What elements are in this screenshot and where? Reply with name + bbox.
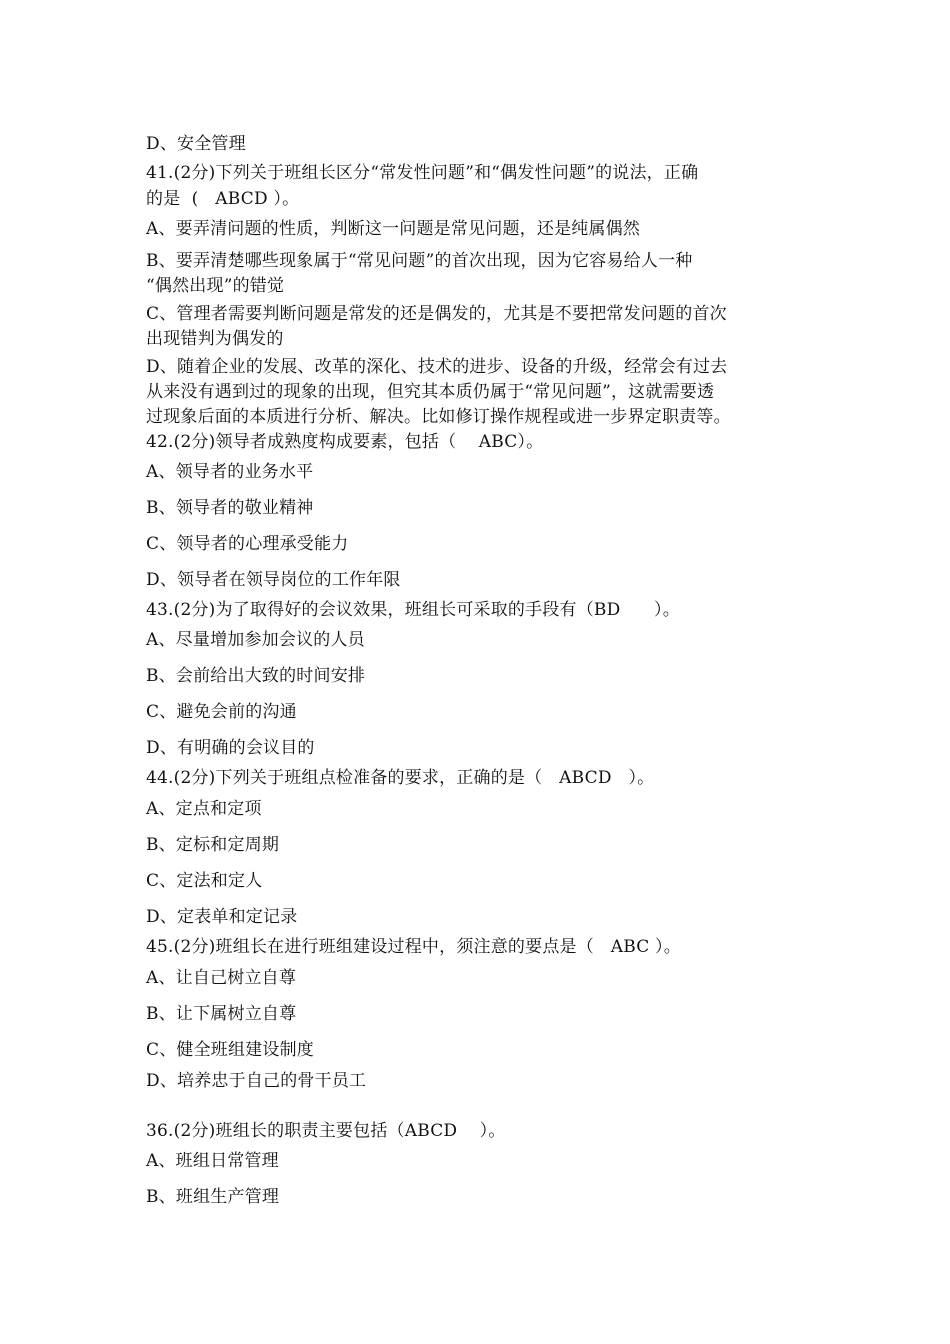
question-41-line-1: 41.(2分)下列关于班组长区分“常发性问题”和“偶发性问题”的说法，正确 [146, 163, 699, 183]
option-line: A、领导者的业务水平 [146, 462, 314, 482]
question-45: 45.(2分)班组长在进行班组建设过程中，须注意的要点是（ ABC ）。 [146, 937, 681, 957]
option-line: A、让自己树立自尊 [146, 968, 297, 988]
option-line: C、健全班组建设制度 [146, 1040, 315, 1060]
option-line: A、尽量增加参加会议的人员 [146, 630, 365, 650]
question-44: 44.(2分)下列关于班组点检准备的要求，正确的是（ ABCD ）。 [146, 768, 655, 788]
option-line: B、会前给出大致的时间安排 [146, 666, 366, 686]
option-line: B、定标和定周期 [146, 835, 280, 855]
option-line: “偶然出现”的错觉 [146, 276, 285, 296]
option-line: A、定点和定项 [146, 799, 262, 819]
option-line: C、领导者的心理承受能力 [146, 534, 349, 554]
option-line: D、培养忠于自己的骨干员工 [146, 1071, 367, 1091]
question-41-line-2: 的是 ( ABCD ）。 [146, 189, 300, 209]
option-line: B、让下属树立自尊 [146, 1004, 297, 1024]
option-line: D、随着企业的发展、改革的深化、技术的进步、设备的升级，经常会有过去 [146, 357, 728, 377]
option-line: 出现错判为偶发的 [146, 329, 284, 349]
option-line: B、班组生产管理 [146, 1187, 280, 1207]
option-line: D、定表单和定记录 [146, 907, 298, 927]
option-line: 过现象后面的本质进行分析、解决。比如修订操作规程或进一步界定职责等。 [146, 407, 731, 427]
option-line: D、领导者在领导岗位的工作年限 [146, 570, 401, 590]
option-line: A、班组日常管理 [146, 1151, 279, 1171]
option-line: B、要弄清楚哪些现象属于“常见问题”的首次出现，因为它容易给人一种 [146, 251, 693, 271]
question-36: 36.(2分)班组长的职责主要包括（ABCD ）。 [146, 1121, 506, 1141]
option-line: 从来没有遇到过的现象的出现，但究其本质仍属于“常见问题”，这就需要透 [146, 382, 715, 402]
option-line: C、定法和定人 [146, 871, 263, 891]
option-line: D、有明确的会议目的 [146, 738, 315, 758]
question-42: 42.(2分)领导者成熟度构成要素，包括（ ABC）。 [146, 432, 544, 452]
option-line: B、领导者的敬业精神 [146, 498, 314, 518]
option-line: C、管理者需要判断问题是常发的还是偶发的，尤其是不要把常发问题的首次 [146, 304, 727, 324]
text-line: D、安全管理 [146, 134, 246, 154]
question-43: 43.(2分)为了取得好的会议效果，班组长可采取的手段有（BD ）。 [146, 600, 680, 620]
option-line: C、避免会前的沟通 [146, 702, 297, 722]
option-line: A、要弄清问题的性质，判断这一问题是常见问题，还是纯属偶然 [146, 219, 641, 239]
